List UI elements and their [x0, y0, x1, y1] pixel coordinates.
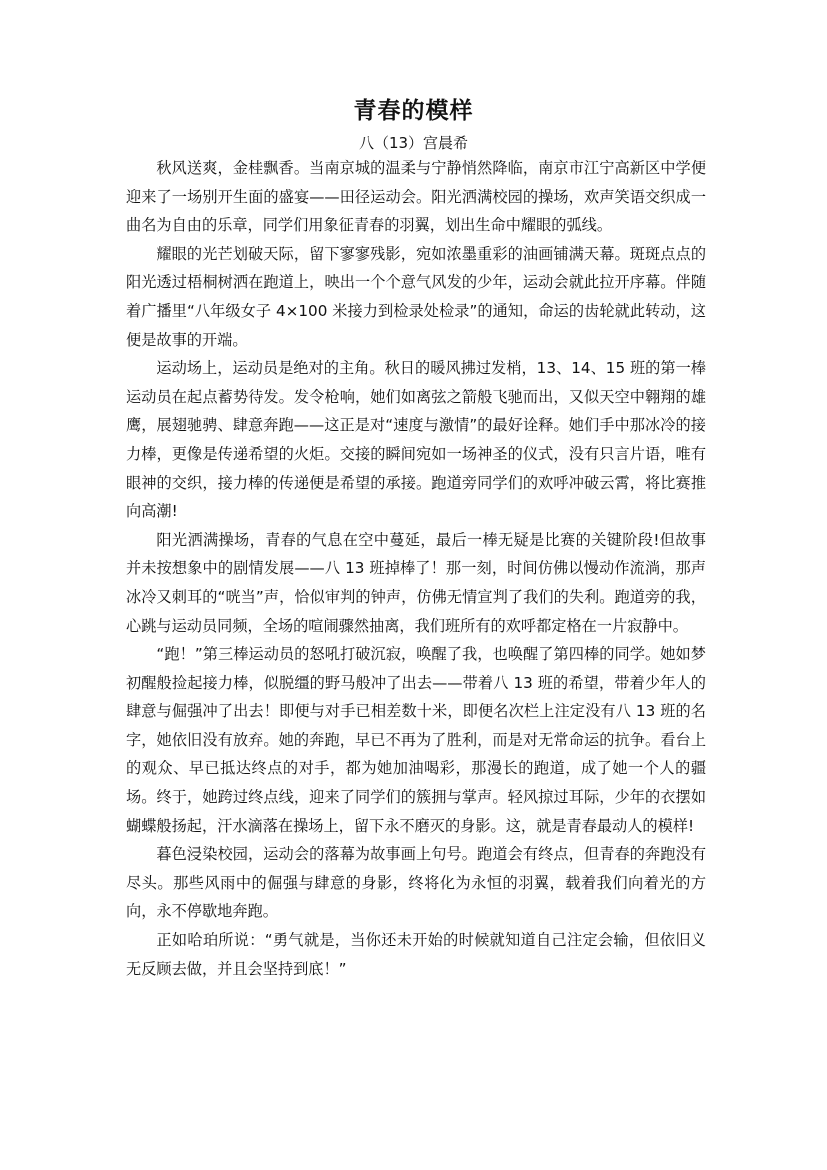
paragraph: 秋风送爽，金桂飘香。当南京城的温柔与宁静悄然降临，南京市江宁高新区中学便迎来了一场别开生面的盛宴——田径运动会。阳光洒满校园的操场，欢声笑语交织成一曲名为自由的乐章，同学们用象征青春的羽翼，划出生命中耀眼的弧线。	[126, 159, 706, 235]
essay-title: 青春的模样	[353, 98, 474, 124]
paragraph: 暮色浸染校园，运动会的落幕为故事画上句号。跑道会有终点，但青春的奔跑没有尽头。那些风雨中的倔强与肆意的身影，终将化为永恒的羽翼，载着我们向着光的方向，永不停歇地奔跑。	[126, 845, 706, 921]
essay-author: 八（13）宫晨希	[358, 134, 469, 152]
paragraph: 运动场上，运动员是绝对的主角。秋日的暖风拂过发梢，13、14、15 班的第一棒运动员在起点蓄势待发。发令枪响，她们如离弦之箭般飞驰而出，又似天空中翱翔的雄鹰，展翅驰骋、肆意奔跑——这正是对“速度与激情”的最好诠释。她们手中那冰冷的接力棒，更像是传递希望的火炬。交接的瞬间宛如一场神圣的仪式，没有只言片语，唯有眼神的交织，接力棒的传递便是希望的承接。跑道旁同学们的欢呼冲破云霄，将比赛推向高潮!	[126, 359, 706, 521]
paragraph: 耀眼的光芒划破天际，留下寥寥残影，宛如浓墨重彩的油画铺满天幕。斑斑点点的阳光透过梧桐树洒在跑道上，映出一个个意气风发的少年，运动会就此拉开序幕。伴随着广播里“八年级女子 4×100 米接力到检录处检录”的通知，命运的齿轮就此转动，这便是故事的开端。	[126, 244, 706, 349]
paragraph: 正如哈珀所说：“勇气就是，当你还未开始的时候就知道自己注定会输，但依旧义无反顾去做，并且会坚持到底！”	[126, 931, 706, 978]
essay-body	[126, 154, 706, 983]
paragraph: 阳光洒满操场，青春的气息在空中蔓延，最后一棒无疑是比赛的关键阶段!但故事并未按想象中的剧情发展——八 13 班掉棒了！那一刻，时间仿佛以慢动作流淌，那声冰冷又刺耳的“咣当”声，恰似审判的钟声，仿佛无情宣判了我们的失利。跑道旁的我，心跳与运动员同频，全场的喧闹骤然抽离，我们班所有的欢呼都定格在一片寂静中。	[126, 530, 706, 635]
paragraph: “跑！”第三棒运动员的怒吼打破沉寂，唤醒了我，也唤醒了第四棒的同学。她如梦初醒般捡起接力棒，似脱缰的野马般冲了出去——带着八 13 班的希望，带着少年人的肆意与倔强冲了出去！即便与对手已相差数十米，即便名次栏上注定没有八 13 班的名字，她依旧没有放弃。她的奔跑，早已不再为了胜利，而是对无常命运的抗争。看台上的观众、早已抵达终点的对手，都为她加油喝彩，那漫长的跑道，成了她一个人的疆场。终于，她跨过终点线，迎来了同学们的簇拥与掌声。轻风掠过耳际，少年的衣摆如蝴蝶般扬起，汗水滴落在操场上，留下永不磨灭的身影。这，就是青春最动人的模样!	[126, 645, 706, 835]
